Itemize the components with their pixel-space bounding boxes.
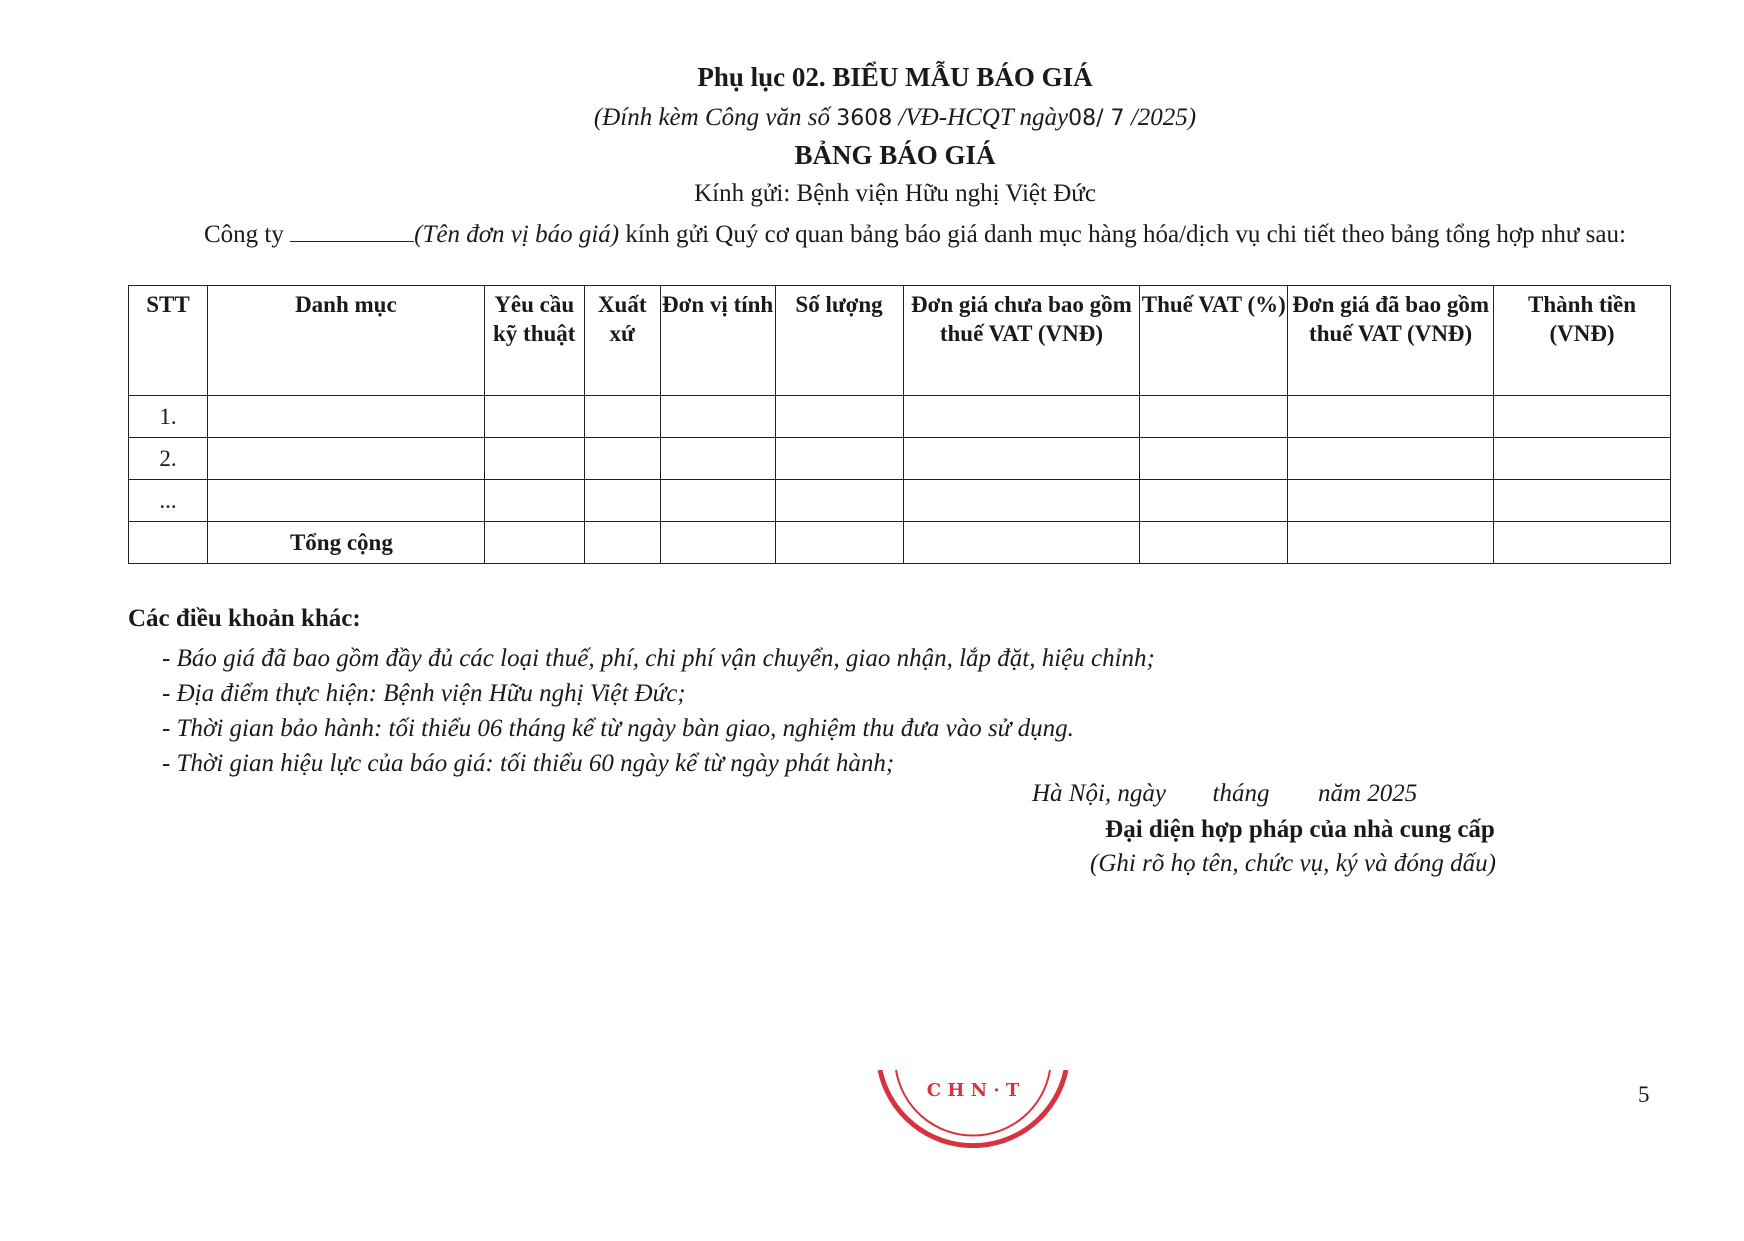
table-row [129,438,1671,480]
company-name-blank [290,221,414,242]
terms-item: - Thời gian hiệu lực của báo giá: tối thiểu 60 ngày kể từ ngày phát hành; [162,750,895,777]
table-cell [1494,438,1671,480]
document-number: 3608 [836,106,893,131]
table-cell [584,522,660,564]
table-cell [1288,396,1494,438]
quotation-table [128,285,1671,564]
signature-month: tháng [1212,780,1270,807]
header-vat-rate: Thuế VAT (%) [1140,286,1288,396]
stamp-text: C H N · T [926,1080,1020,1101]
table-cell [1140,438,1288,480]
attachment-suffix: /2025) [1124,104,1197,131]
terms-item: - Thời gian bảo hành: tối thiểu 06 tháng kể từ ngày bàn giao, nghiệm thu đưa vào sử dụng. [162,715,1074,742]
table-cell [903,438,1140,480]
signature-year: năm 2025 [1317,780,1418,807]
table-header-row [129,286,1671,396]
attachment-reference [0,104,1744,132]
table-cell [1494,522,1671,564]
header-technical-requirements: Yêu cầu kỹ thuật [484,286,584,396]
table-cell [129,522,208,564]
table-cell [903,480,1140,522]
signature-role: Đại diện hợp pháp của nhà cung cấp [1105,816,1495,843]
company-name-placeholder: (Tên đơn vị báo giá) [414,221,620,248]
table-cell [1140,396,1288,438]
signature-note: (Ghi rõ họ tên, chức vụ, ký và đóng dấu) [1090,850,1496,877]
header-unit: Đơn vị tính [660,286,775,396]
page-number: 5 [1638,1082,1650,1107]
terms-item: - Địa điểm thực hiện: Bệnh viện Hữu nghị Việt Đức; [162,680,686,707]
header-amount: Thành tiền (VNĐ) [1494,286,1671,396]
terms-title: Các điều khoản khác: [128,605,361,632]
intro-prefix: Công ty [204,221,291,248]
table-cell [484,438,584,480]
table-cell [484,480,584,522]
table-cell [1140,480,1288,522]
appendix-title: Phụ lục 02. BIỂU MẪU BÁO GIÁ [697,62,1093,92]
total-label: Tổng cộng [207,522,484,564]
header-unit-price-incl-vat: Đơn giá đã bao gồm thuế VAT (VNĐ) [1288,286,1494,396]
header-category: Danh mục [207,286,484,396]
table-cell [1140,522,1288,564]
row-index: ... [129,480,208,522]
table-cell [903,396,1140,438]
table-cell [660,522,775,564]
table-row [129,396,1671,438]
row-index: 1. [129,396,208,438]
attachment-prefix: (Đính kèm Công văn số [593,104,837,131]
header-stt: STT [129,286,208,396]
table-cell [1288,438,1494,480]
intro-paragraph [128,219,1648,251]
table-cell [660,480,775,522]
table-cell [660,438,775,480]
table-cell [207,480,484,522]
table-cell [207,438,484,480]
intro-suffix: kính gửi Quý cơ quan bảng báo giá danh mục hàng hóa/dịch vụ chi tiết theo bảng tổng hợp như sau: [619,221,1626,248]
table-cell [584,438,660,480]
table-cell [1288,522,1494,564]
row-index: 2. [129,438,208,480]
terms-list [162,641,1155,781]
table-row [129,480,1671,522]
signature-city-day: Hà Nội, ngày [1032,780,1167,807]
table-cell [484,522,584,564]
header-quantity: Số lượng [775,286,903,396]
table-total-row [129,522,1671,564]
table-cell [1288,480,1494,522]
header-origin: Xuất xứ [584,286,660,396]
recipient-greeting: Kính gửi: Bệnh viện Hữu nghị Việt Đức [694,180,1096,207]
terms-item: - Báo giá đã bao gồm đầy đủ các loại thuế, phí, chi phí vận chuyển, giao nhận, lắp đặt, hiệu chỉnh; [162,645,1155,672]
header-unit-price-excl-vat: Đơn giá chưa bao gồm thuế VAT (VNĐ) [903,286,1140,396]
table-cell [1494,396,1671,438]
table-cell [484,396,584,438]
quotation-title: BẢNG BÁO GIÁ [794,140,996,170]
table-cell [775,522,903,564]
table-cell [775,396,903,438]
table-cell [660,396,775,438]
table-cell [584,480,660,522]
signature-date-line [1032,780,1492,808]
table-cell [207,396,484,438]
document-date: 08/ 7 [1068,106,1125,131]
red-stamp-seal [868,1070,1078,1150]
table-cell [903,522,1140,564]
table-cell [584,396,660,438]
table-cell [1494,480,1671,522]
table-cell [775,438,903,480]
attachment-middle: /VĐ-HCQT ngày [892,104,1069,131]
table-cell [775,480,903,522]
